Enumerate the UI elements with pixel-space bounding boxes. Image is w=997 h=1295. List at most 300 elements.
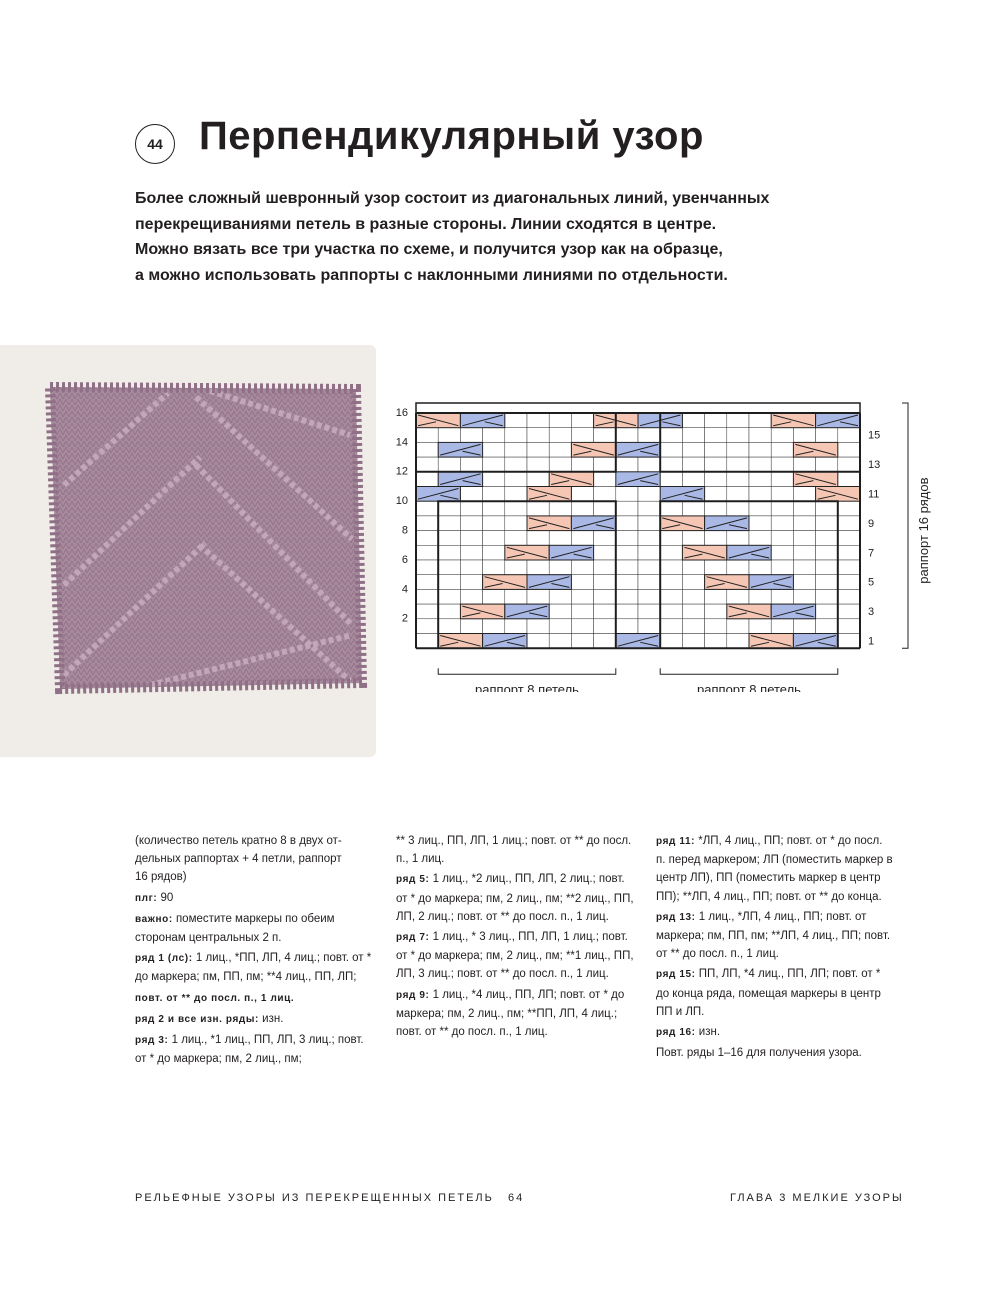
chart-cell (416, 501, 438, 516)
chart-cell (505, 619, 527, 634)
chart-cell (594, 501, 616, 516)
chart-cell (838, 589, 860, 604)
chart-cell (638, 604, 660, 619)
chart-cell (705, 472, 727, 487)
chart-cell (660, 442, 682, 457)
repeat-label: раппорт 8 петель (475, 682, 579, 692)
chart-cell (549, 619, 571, 634)
chart-cell (771, 619, 793, 634)
row-label: ряд 2 и все изн. ряды: (135, 1013, 259, 1025)
chart-cell (416, 472, 438, 487)
chart-cell (571, 619, 593, 634)
chart-cell (616, 487, 638, 502)
intro-line: Более сложный шевронный узор состоит из диагональных линий, увенчанных (135, 190, 770, 207)
chart-cell (660, 560, 682, 575)
chart-cell (771, 589, 793, 604)
note-line: 16 рядов) (135, 871, 187, 884)
instruction-paragraph (396, 870, 634, 926)
row-label: ряд 1 (лс): (135, 953, 193, 965)
chart-cell (483, 487, 505, 502)
chart-cell (771, 501, 793, 516)
chart-cell (638, 575, 660, 590)
chart-cell (682, 413, 704, 428)
chart-cell (527, 589, 549, 604)
chart-cell (638, 589, 660, 604)
row-label: ряд 13: (656, 911, 696, 923)
chart-cell (438, 531, 460, 546)
chart-cell (527, 472, 549, 487)
chart-cell (638, 560, 660, 575)
chart-cell (638, 501, 660, 516)
chart-cell (838, 545, 860, 560)
chart-cell (838, 604, 860, 619)
chart-cell (660, 589, 682, 604)
chart-cell (793, 457, 815, 472)
chart-cell (438, 604, 460, 619)
chart-cell (549, 634, 571, 649)
chart-cell (705, 560, 727, 575)
chart-cell (705, 589, 727, 604)
chart-cell (749, 442, 771, 457)
chart-cell (727, 589, 749, 604)
chart-cell (705, 457, 727, 472)
row-number-left: 2 (401, 612, 408, 625)
row-label: повт. от ** до посл. п., 1 лиц. (135, 992, 295, 1004)
chart-cell (793, 531, 815, 546)
instruction-text: Повт. ряды 1–16 для получения узора. (656, 1047, 862, 1060)
swatch-photo (0, 345, 376, 757)
chart-cell (527, 560, 549, 575)
row-number-right: 13 (868, 459, 881, 472)
chart-cell (616, 501, 638, 516)
chart-cell (549, 531, 571, 546)
chart-cell (483, 472, 505, 487)
instruction-paragraph (135, 1010, 373, 1029)
chart-cell (460, 575, 482, 590)
chart-cell (527, 619, 549, 634)
chart-cell (793, 516, 815, 531)
chart-cell (660, 531, 682, 546)
chart-cell (571, 501, 593, 516)
intro-line: а можно использовать раппорты с наклонными линиями по отдельности. (135, 266, 728, 284)
chart-cell (438, 619, 460, 634)
chart-cell (483, 560, 505, 575)
instruction-paragraph (135, 949, 373, 986)
chart-cell (460, 516, 482, 531)
chart-cell (483, 516, 505, 531)
chart-cell (549, 413, 571, 428)
chart-cell (660, 604, 682, 619)
chart-cell (460, 531, 482, 546)
chart-cell (682, 501, 704, 516)
chart-cell (838, 516, 860, 531)
chart-cell (416, 428, 438, 443)
rows-repeat-bracket (902, 403, 908, 648)
chart-cell (460, 428, 482, 443)
chart-cell (749, 619, 771, 634)
instruction-text: изн. (258, 1012, 284, 1025)
chart-cell (594, 560, 616, 575)
chart-cell (793, 501, 815, 516)
chart-cell (705, 442, 727, 457)
row-number-left: 10 (395, 495, 408, 508)
chart-cell (594, 428, 616, 443)
chart-cell (838, 501, 860, 516)
row-number-right: 7 (868, 547, 875, 560)
chart-cell (771, 472, 793, 487)
chart-cell (705, 531, 727, 546)
chart-cell (616, 457, 638, 472)
chart-cell (527, 531, 549, 546)
chart-cell (483, 545, 505, 560)
chart-cell (460, 487, 482, 502)
chart-cell (749, 487, 771, 502)
chart-cell (594, 604, 616, 619)
chart-cell (460, 501, 482, 516)
chart-cell (771, 531, 793, 546)
row-label: ряд 5: (396, 874, 430, 886)
chart-cell (549, 428, 571, 443)
chart-cell (571, 531, 593, 546)
chart-top-border (416, 403, 860, 413)
chart-cell (816, 516, 838, 531)
chart-cell (571, 604, 593, 619)
chart-cell (838, 531, 860, 546)
instruction-text: ** 3 лиц., ПП, ЛП, 1 лиц.; повт. от ** до посл. п., 1 лиц. (396, 835, 632, 866)
chart-cell (793, 575, 815, 590)
chart-cell (616, 619, 638, 634)
chart-cell (549, 604, 571, 619)
chart-cell (594, 634, 616, 649)
chart-cell (660, 457, 682, 472)
chart-cell (793, 545, 815, 560)
row-label: плг: (135, 892, 158, 904)
chart-cell (727, 531, 749, 546)
instruction-paragraph (656, 1023, 894, 1042)
instruction-paragraph (396, 986, 634, 1042)
chart-cell (771, 428, 793, 443)
chart-cell (505, 560, 527, 575)
chart-cell (816, 457, 838, 472)
chart-cell (793, 487, 815, 502)
chart-cell (416, 442, 438, 457)
chart-cell (771, 457, 793, 472)
chart-cell (749, 531, 771, 546)
chart-cell (549, 457, 571, 472)
chart-cell (771, 442, 793, 457)
chart-cell (749, 560, 771, 575)
chart-cell (527, 442, 549, 457)
chart-cell (749, 589, 771, 604)
chart-cell (816, 575, 838, 590)
row-number-right: 3 (868, 606, 875, 619)
chart-cell (838, 560, 860, 575)
instruction-paragraph (656, 1044, 894, 1062)
instruction-text: 1 лиц., *2 лиц., ПП, ЛП, 2 лиц.; повт. от * до маркера; пм, 2 лиц., пм; **2 лиц., ПП, ЛП, 2 лиц.; повт. от ** до посл. п., 1 лиц. (396, 873, 634, 923)
repeat-bracket (438, 668, 616, 674)
chart-cell (682, 634, 704, 649)
chart-cell (749, 516, 771, 531)
chart-cell (438, 428, 460, 443)
chart-cell (505, 442, 527, 457)
chart-cell (505, 516, 527, 531)
rows-repeat-label: раппорт 16 рядов (916, 477, 931, 584)
chart-cell (571, 428, 593, 443)
chart-cell (638, 457, 660, 472)
chart-cell (594, 487, 616, 502)
row-number-left: 4 (401, 583, 408, 596)
chart-cell (682, 619, 704, 634)
chart-cell (616, 545, 638, 560)
chart-cell (438, 501, 460, 516)
chart-cell (793, 589, 815, 604)
chart-cell (438, 457, 460, 472)
instruction-paragraph (135, 989, 373, 1008)
chart-cell (416, 575, 438, 590)
chart-cell (460, 589, 482, 604)
chart-cell (660, 575, 682, 590)
instruction-text: поместите маркеры по обеим сторонам центральных 2 п. (135, 912, 335, 945)
chart-cell (727, 501, 749, 516)
chart-cell (438, 589, 460, 604)
chart-cell (749, 457, 771, 472)
chart-cell (638, 545, 660, 560)
repeat-bracket (660, 668, 838, 674)
chart-cell (749, 413, 771, 428)
chart-cell (616, 428, 638, 443)
chart-cell (527, 428, 549, 443)
row-number-left: 12 (395, 465, 408, 478)
chart-cell (527, 413, 549, 428)
chart-cell (505, 428, 527, 443)
instruction-text: *ЛП, 4 лиц., ПП; повт. от * до посл. п. перед маркером; ЛП (поместить маркер в центр ЛП), ПП (поместить маркер в центр ПП); **ЛП, 4 лиц., ПП; повт. от ** до конца. (656, 835, 893, 903)
chart-cell (682, 575, 704, 590)
chart-cell (571, 589, 593, 604)
chart-cell (571, 575, 593, 590)
instruction-paragraph (396, 928, 634, 984)
chart-cell (549, 560, 571, 575)
instruction-text: 1 лиц., *4 лиц., ПП, ЛП; повт. от * до маркера; пм, 2 лиц., пм; **ПП, ЛП, 4 лиц.; повт. от ** до посл. п., 1 лиц. (396, 988, 625, 1039)
instructions-column-2 (396, 832, 634, 1043)
chart-cell (549, 501, 571, 516)
chart-cell (594, 531, 616, 546)
chart-cell (727, 472, 749, 487)
instruction-paragraph (656, 908, 894, 964)
chart-cell (571, 457, 593, 472)
chart-cell (816, 545, 838, 560)
chart-cell (638, 531, 660, 546)
chart-cell (505, 487, 527, 502)
chart-cell (682, 472, 704, 487)
chart-cell (616, 604, 638, 619)
chart-cell (594, 619, 616, 634)
chart-cell (727, 634, 749, 649)
chart-cell (705, 619, 727, 634)
chart-cell (460, 619, 482, 634)
chart-cell (527, 634, 549, 649)
chart-cell (416, 560, 438, 575)
chart-cell (483, 442, 505, 457)
instruction-paragraph (135, 910, 373, 947)
instruction-paragraph (656, 832, 894, 906)
chart-cell (505, 531, 527, 546)
knitting-chart (385, 392, 945, 697)
chart-cell (460, 457, 482, 472)
chart-cell (771, 516, 793, 531)
chart-cell (505, 413, 527, 428)
chart-cell (527, 457, 549, 472)
instruction-text: ПП, ЛП, *4 лиц., ПП, ЛП; повт. от * до конца ряда, помещая маркеры в центр ПП и ЛП. (656, 968, 881, 1018)
instruction-text: 1 лиц., * 3 лиц., ПП, ЛП, 1 лиц.; повт. от * до маркера; пм, 2 лиц., пм; **1 лиц., ПП, ЛП, 3 лиц.; повт. от ** до посл. п., 1 лиц. (396, 931, 634, 981)
chart-cell (616, 589, 638, 604)
row-label: важно: (135, 913, 173, 925)
chart-cell (682, 604, 704, 619)
chart-cell (682, 531, 704, 546)
chart-cell (660, 472, 682, 487)
instructions-column-1 (135, 832, 373, 1070)
chart-cell (749, 501, 771, 516)
chart-cell (816, 560, 838, 575)
chart-cell (816, 604, 838, 619)
chart-cell (460, 545, 482, 560)
intro-paragraph (135, 186, 775, 288)
chart-cell (438, 516, 460, 531)
chart-cell (549, 589, 571, 604)
instruction-paragraph (135, 889, 373, 908)
chart-cell (594, 457, 616, 472)
chart-cell (616, 531, 638, 546)
chart-cell (816, 501, 838, 516)
chart-cell (416, 589, 438, 604)
chart-cell (527, 501, 549, 516)
chart-cell (416, 531, 438, 546)
instruction-text: 90 (157, 891, 174, 904)
chart-cell (749, 472, 771, 487)
chart-grid (385, 392, 945, 692)
chart-cell (416, 604, 438, 619)
chart-cell (505, 472, 527, 487)
chart-cell (727, 619, 749, 634)
chart-cell (438, 545, 460, 560)
chart-cell (727, 560, 749, 575)
chart-cell (793, 619, 815, 634)
row-number-left: 16 (395, 406, 408, 419)
chart-cell (571, 634, 593, 649)
chart-cell (727, 413, 749, 428)
instructions-column-3 (656, 832, 894, 1064)
chart-cell (727, 487, 749, 502)
chart-cell (660, 545, 682, 560)
chart-cell (571, 413, 593, 428)
chart-cell (727, 457, 749, 472)
chart-cell (771, 545, 793, 560)
chart-cell (838, 619, 860, 634)
chart-cell (638, 487, 660, 502)
chart-cell (838, 472, 860, 487)
note-line: дельных раппортах + 4 петли, раппорт (135, 853, 342, 866)
instruction-text: 1 лиц., *ПП, ЛП, 4 лиц.; повт. от * до маркера; пм, ПП, пм; **4 лиц., ПП, ЛП; (135, 952, 372, 984)
chart-cell (816, 589, 838, 604)
intro-line: перекрещиваниями петель в разные стороны. Линии сходятся в центре. (135, 215, 717, 233)
chart-cell (416, 634, 438, 649)
stitch-count-note (135, 832, 373, 887)
chart-cell (638, 516, 660, 531)
chart-cell (705, 428, 727, 443)
repeat-label: раппорт 8 петель (697, 682, 801, 692)
row-label: ряд 7: (396, 932, 430, 944)
chart-cell (594, 589, 616, 604)
chart-cell (816, 619, 838, 634)
chart-cell (483, 501, 505, 516)
chart-cell (682, 442, 704, 457)
row-number-left: 14 (395, 436, 408, 449)
chart-cell (771, 487, 793, 502)
chart-cell (483, 589, 505, 604)
chart-cell (816, 428, 838, 443)
chart-cell (483, 531, 505, 546)
row-label: ряд 9: (396, 989, 430, 1001)
row-label: ряд 16: (656, 1027, 696, 1039)
instruction-text: 1 лиц., *ЛП, 4 лиц., ПП; повт. от маркера; пм, ПП, пм; **ЛП, 4 лиц., ПП; повт. от ** до посл. п., 1 лиц. (656, 910, 891, 961)
chart-cell (505, 589, 527, 604)
chart-cell (571, 560, 593, 575)
chart-cell (616, 575, 638, 590)
chart-cell (483, 457, 505, 472)
chart-cell (682, 589, 704, 604)
chart-cell (549, 442, 571, 457)
chart-cell (816, 531, 838, 546)
chart-cell (660, 428, 682, 443)
row-label: ряд 11: (656, 836, 696, 847)
intro-line: Можно вязать все три участка по схеме, и получится узор как на образце, (135, 241, 723, 258)
chart-cell (416, 619, 438, 634)
row-label: ряд 3: (135, 1035, 169, 1047)
chart-cell (616, 516, 638, 531)
chart-cell (638, 619, 660, 634)
chart-cell (594, 545, 616, 560)
row-number-right: 5 (868, 576, 875, 589)
chart-cell (660, 619, 682, 634)
pattern-number-badge: 44 (135, 124, 175, 164)
chart-cell (838, 442, 860, 457)
chart-cell (727, 442, 749, 457)
chart-cell (594, 472, 616, 487)
chart-cell (727, 428, 749, 443)
chart-cell (749, 428, 771, 443)
instruction-paragraph (656, 965, 894, 1021)
chart-cell (705, 501, 727, 516)
chart-cell (616, 560, 638, 575)
chart-cell (705, 487, 727, 502)
instruction-paragraph (135, 1031, 373, 1068)
chart-cell (682, 560, 704, 575)
note-line: (количество петель кратно 8 в двух от- (135, 835, 342, 847)
chart-cell (483, 619, 505, 634)
chart-cell (416, 545, 438, 560)
chart-cell (771, 560, 793, 575)
chart-cell (793, 428, 815, 443)
chart-cell (705, 604, 727, 619)
instruction-paragraph (396, 832, 634, 868)
chart-cell (460, 560, 482, 575)
page-title: Перпендикулярный узор (199, 114, 704, 158)
chart-cell (838, 457, 860, 472)
chart-cell (838, 634, 860, 649)
chart-cell (438, 560, 460, 575)
chart-cell (682, 428, 704, 443)
chart-cell (660, 501, 682, 516)
chart-cell (682, 457, 704, 472)
